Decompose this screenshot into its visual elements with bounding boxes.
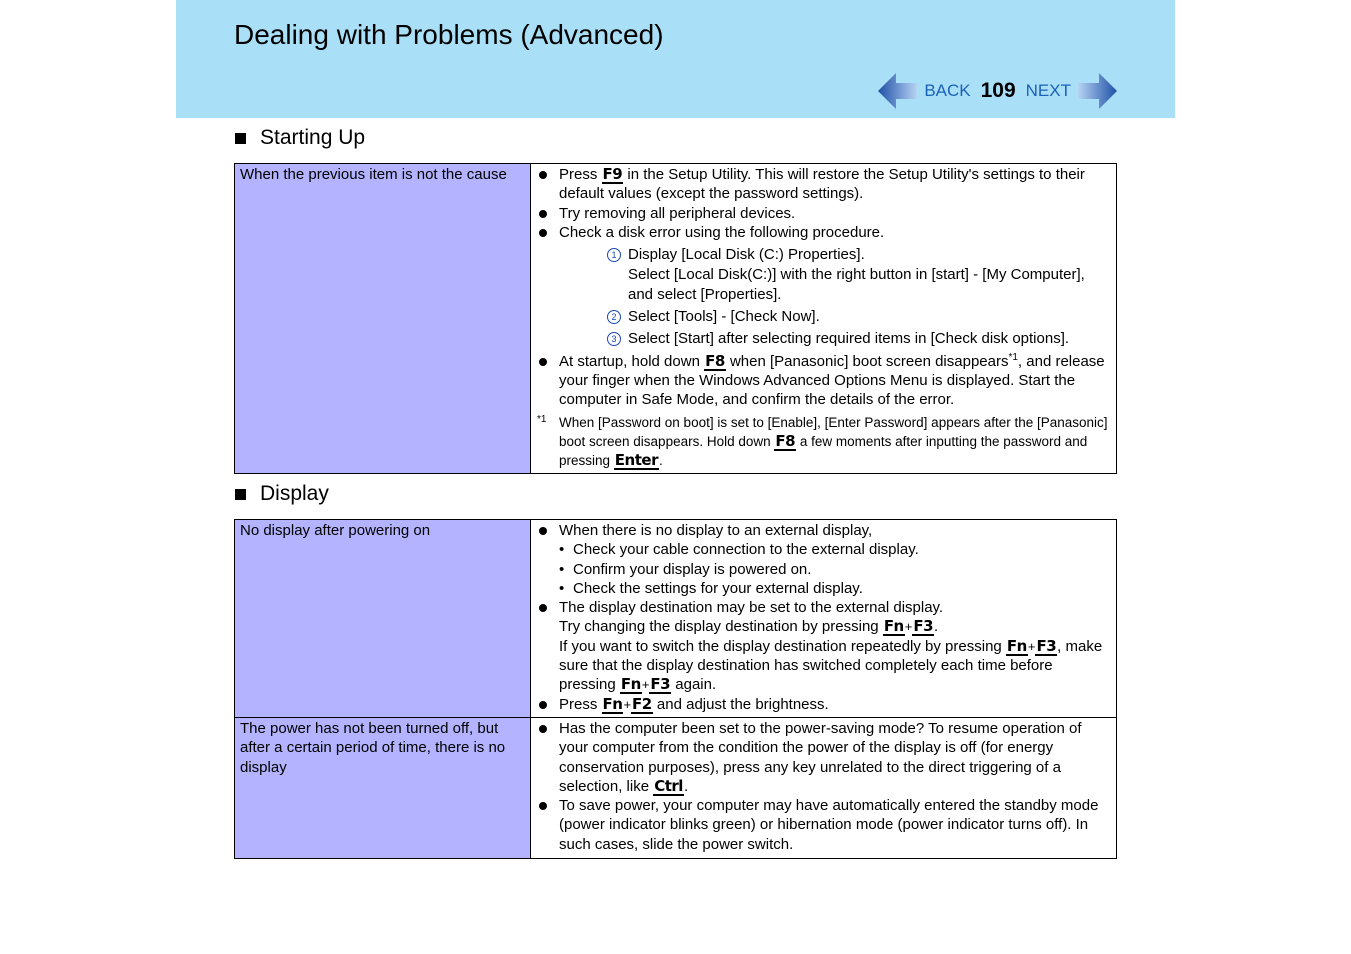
key-f3: F3 [650, 675, 671, 694]
table-row [235, 164, 1117, 474]
list-item: Press Fn+F2 and adjust the brightness. [537, 695, 1110, 714]
page-title: Dealing with Problems (Advanced) [234, 19, 664, 50]
list-item: Try removing all peripheral devices. [537, 204, 1110, 223]
starting-up-table [234, 163, 1117, 474]
sub-list-item: • Check your cable connection to the external display. [537, 540, 1110, 559]
list-item: The display destination may be set to the external display. [537, 598, 1110, 617]
display-table [234, 519, 1117, 859]
page-number: 109 [980, 79, 1016, 102]
key-f8: F8 [775, 431, 796, 450]
solution-cell [531, 717, 1117, 858]
circled-number-icon: 2 [607, 310, 621, 324]
key-f8: F8 [705, 351, 725, 370]
problem-cell: No display after powering on [235, 520, 531, 718]
problem-cell: When the previous item is not the cause [235, 164, 531, 474]
step-item: 2 Select [Tools] - [Check Now]. [537, 307, 1110, 326]
key-enter: Enter [614, 450, 658, 469]
circled-number-icon: 3 [607, 332, 621, 346]
key-f3: F3 [913, 617, 934, 636]
section-heading-display: Display [235, 482, 329, 506]
key-fn: Fn [620, 675, 641, 694]
list-item-continuation: If you want to switch the display destination repeatedly by pressing Fn+F3, make sure that the display destination has switched completely each time before pressing Fn+F3 again. [559, 636, 1103, 694]
solution-cell [531, 164, 1117, 474]
next-link[interactable]: NEXT [1025, 81, 1071, 100]
step-item: 1 Display [Local Disk (C:) Properties]. Select [Local Disk(C:)] with the right button in [start] - [My Computer], and select [Properties]. [537, 245, 1110, 304]
page-header [176, 0, 1175, 118]
list-item: At startup, hold down F8 when [Panasonic] boot screen disappears$^{*1}$, and release your finger when the Windows Advanced Options Menu is displayed. Start the computer in Safe Mode, and confirm the details of the error. [537, 352, 1110, 410]
circled-number-icon: 1 [607, 248, 621, 262]
footnote-reference: *1 [1008, 351, 1018, 363]
key-fn: Fn [1006, 636, 1027, 655]
step-item: 3 Select [Start] after selecting required items in [Check disk options]. [537, 329, 1110, 348]
problem-cell: The power has not been turned off, but after a certain period of time, there is no display [235, 717, 531, 858]
sub-list-item: • Confirm your display is powered on. [537, 560, 1110, 579]
key-f2: F2 [632, 694, 652, 713]
list-item: When there is no display to an external display, [537, 521, 1110, 540]
back-link[interactable]: BACK [924, 81, 971, 100]
sub-list-item: • Check the settings for your external display. [537, 579, 1110, 598]
list-item: Has the computer been set to the power-saving mode? To resume operation of your computer from the condition the power of the display is off (for energy conservation purposes), press any key unrelated to the direct triggering of a selection, like Ctrl. [537, 719, 1110, 796]
solution-cell [531, 520, 1117, 718]
key-fn: Fn [883, 617, 904, 636]
list-item: Press F9 in the Setup Utility. This will restore the Setup Utility's settings to their default values (except the password settings). [537, 165, 1110, 204]
back-arrow-icon[interactable] [878, 72, 918, 110]
key-ctrl: Ctrl [654, 776, 683, 795]
next-arrow-icon[interactable] [1077, 72, 1117, 110]
square-bullet-icon [235, 133, 246, 144]
table-row [235, 717, 1117, 858]
square-bullet-icon [235, 489, 246, 500]
section-heading-starting-up: Starting Up [235, 126, 365, 150]
footnote-mark: *1 [537, 413, 547, 425]
key-f9: F9 [602, 165, 623, 183]
list-item: To save power, your computer may have automatically entered the standby mode (power indicator blinks green) or hibernation mode (power indicator turns off). In such cases, slide the power switch. [537, 796, 1110, 854]
list-item-continuation: Try changing the display destination by pressing Fn+F3. [559, 617, 939, 636]
list-item: Check a disk error using the following procedure. [537, 223, 1110, 242]
page-navigation [878, 72, 1117, 110]
table-row [235, 520, 1117, 718]
key-f3: F3 [1036, 636, 1057, 655]
key-fn: Fn [602, 694, 623, 713]
footnote: *1 When [Password on boot] is set to [Enable], [Enter Password] appears after the [Panasonic] boot screen disappears. Hold down F8 a few moments after inputting the password and pressing Enter. [537, 413, 1110, 470]
